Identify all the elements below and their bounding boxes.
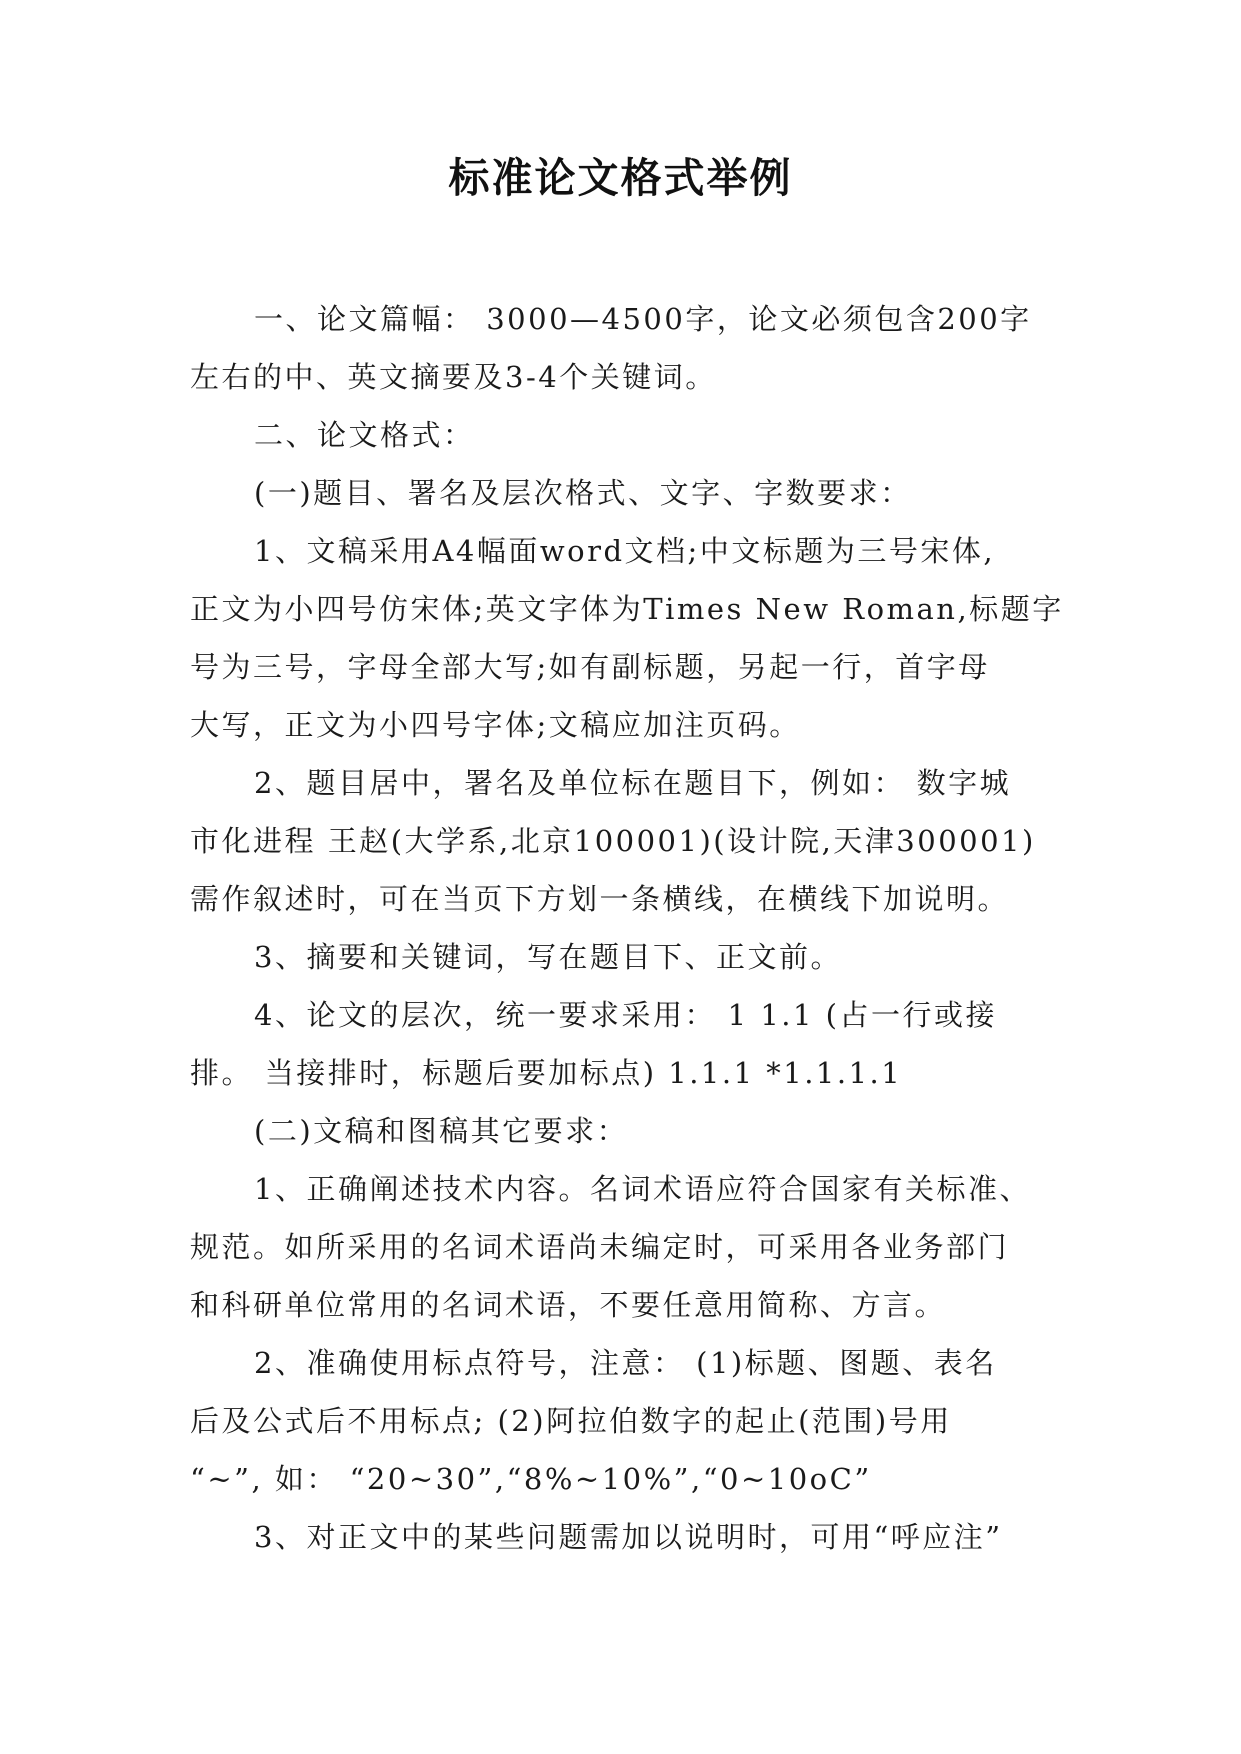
text-line: 号为三号，字母全部大写;如有副标题，另起一行，首字母	[190, 650, 990, 684]
paragraph-item-1-4	[190, 986, 1060, 1102]
document-title: 标准论文格式举例	[448, 154, 793, 202]
paragraph-item-2-2	[190, 1334, 1060, 1508]
text-line: 市化进程 王赵(大学系,北京100001)(设计院,天津300001)	[190, 824, 1036, 858]
text-line: 和科研单位常用的名词术语，不要任意用简称、方言。	[190, 1288, 947, 1322]
paragraph-item-1-3	[190, 928, 1060, 986]
subsection-heading: (一)题目、署名及层次格式、文字、字数要求：	[254, 476, 912, 510]
text-line: 2、题目居中，署名及单位标在题目下，例如： 数字城	[254, 766, 1012, 800]
text-line: 3、摘要和关键词，写在题目下、正文前。	[254, 940, 842, 974]
paragraph-section-1-heading	[190, 464, 1060, 522]
paragraph-item-2-1	[190, 1160, 1060, 1334]
text-line: 一、论文篇幅： 3000—4500字，论文必须包含200字	[254, 302, 1032, 336]
paragraph-length	[190, 290, 1060, 406]
subsection-heading: (二)文稿和图稿其它要求：	[254, 1114, 629, 1148]
section-heading: 二、论文格式：	[254, 418, 475, 452]
text-line: 3、对正文中的某些问题需加以说明时，可用“呼应注”	[254, 1520, 1003, 1554]
text-line: 1、正确阐述技术内容。名词术语应符合国家有关标准、	[254, 1172, 1031, 1206]
text-line: 后及公式后不用标点; (2)阿拉伯数字的起止(范围)号用	[190, 1404, 952, 1438]
paragraph-item-2-3	[190, 1508, 1060, 1566]
paragraph-format-heading	[190, 406, 1060, 464]
text-line: 2、准确使用标点符号，注意： (1)标题、图题、表名	[254, 1346, 997, 1380]
text-line: 左右的中、英文摘要及3-4个关键词。	[190, 360, 717, 394]
text-line: 正文为小四号仿宋体;英文字体为Times New Roman,标题字	[190, 592, 1064, 626]
text-line: 需作叙述时，可在当页下方划一条横线，在横线下加说明。	[190, 882, 1010, 916]
paragraph-item-1-1	[190, 522, 1064, 754]
text-line: “~”, 如： “20~30”,“8%~10%”,“0~10oC”	[190, 1462, 872, 1496]
paragraph-item-1-2	[190, 754, 1060, 928]
text-line: 排。 当接排时，标题后要加标点) 1.1.1 *1.1.1.1	[190, 1056, 903, 1090]
text-line: 4、论文的层次，统一要求采用： 1 1.1 (占一行或接	[254, 998, 997, 1032]
document-body	[190, 290, 1064, 1566]
text-line: 大写，正文为小四号字体;文稿应加注页码。	[190, 708, 801, 742]
paragraph-section-2-heading	[190, 1102, 1060, 1160]
text-line: 规范。如所采用的名词术语尚未编定时，可采用各业务部门	[190, 1230, 1010, 1264]
text-line: 1、文稿采用A4幅面word文档;中文标题为三号宋体,	[254, 534, 996, 568]
